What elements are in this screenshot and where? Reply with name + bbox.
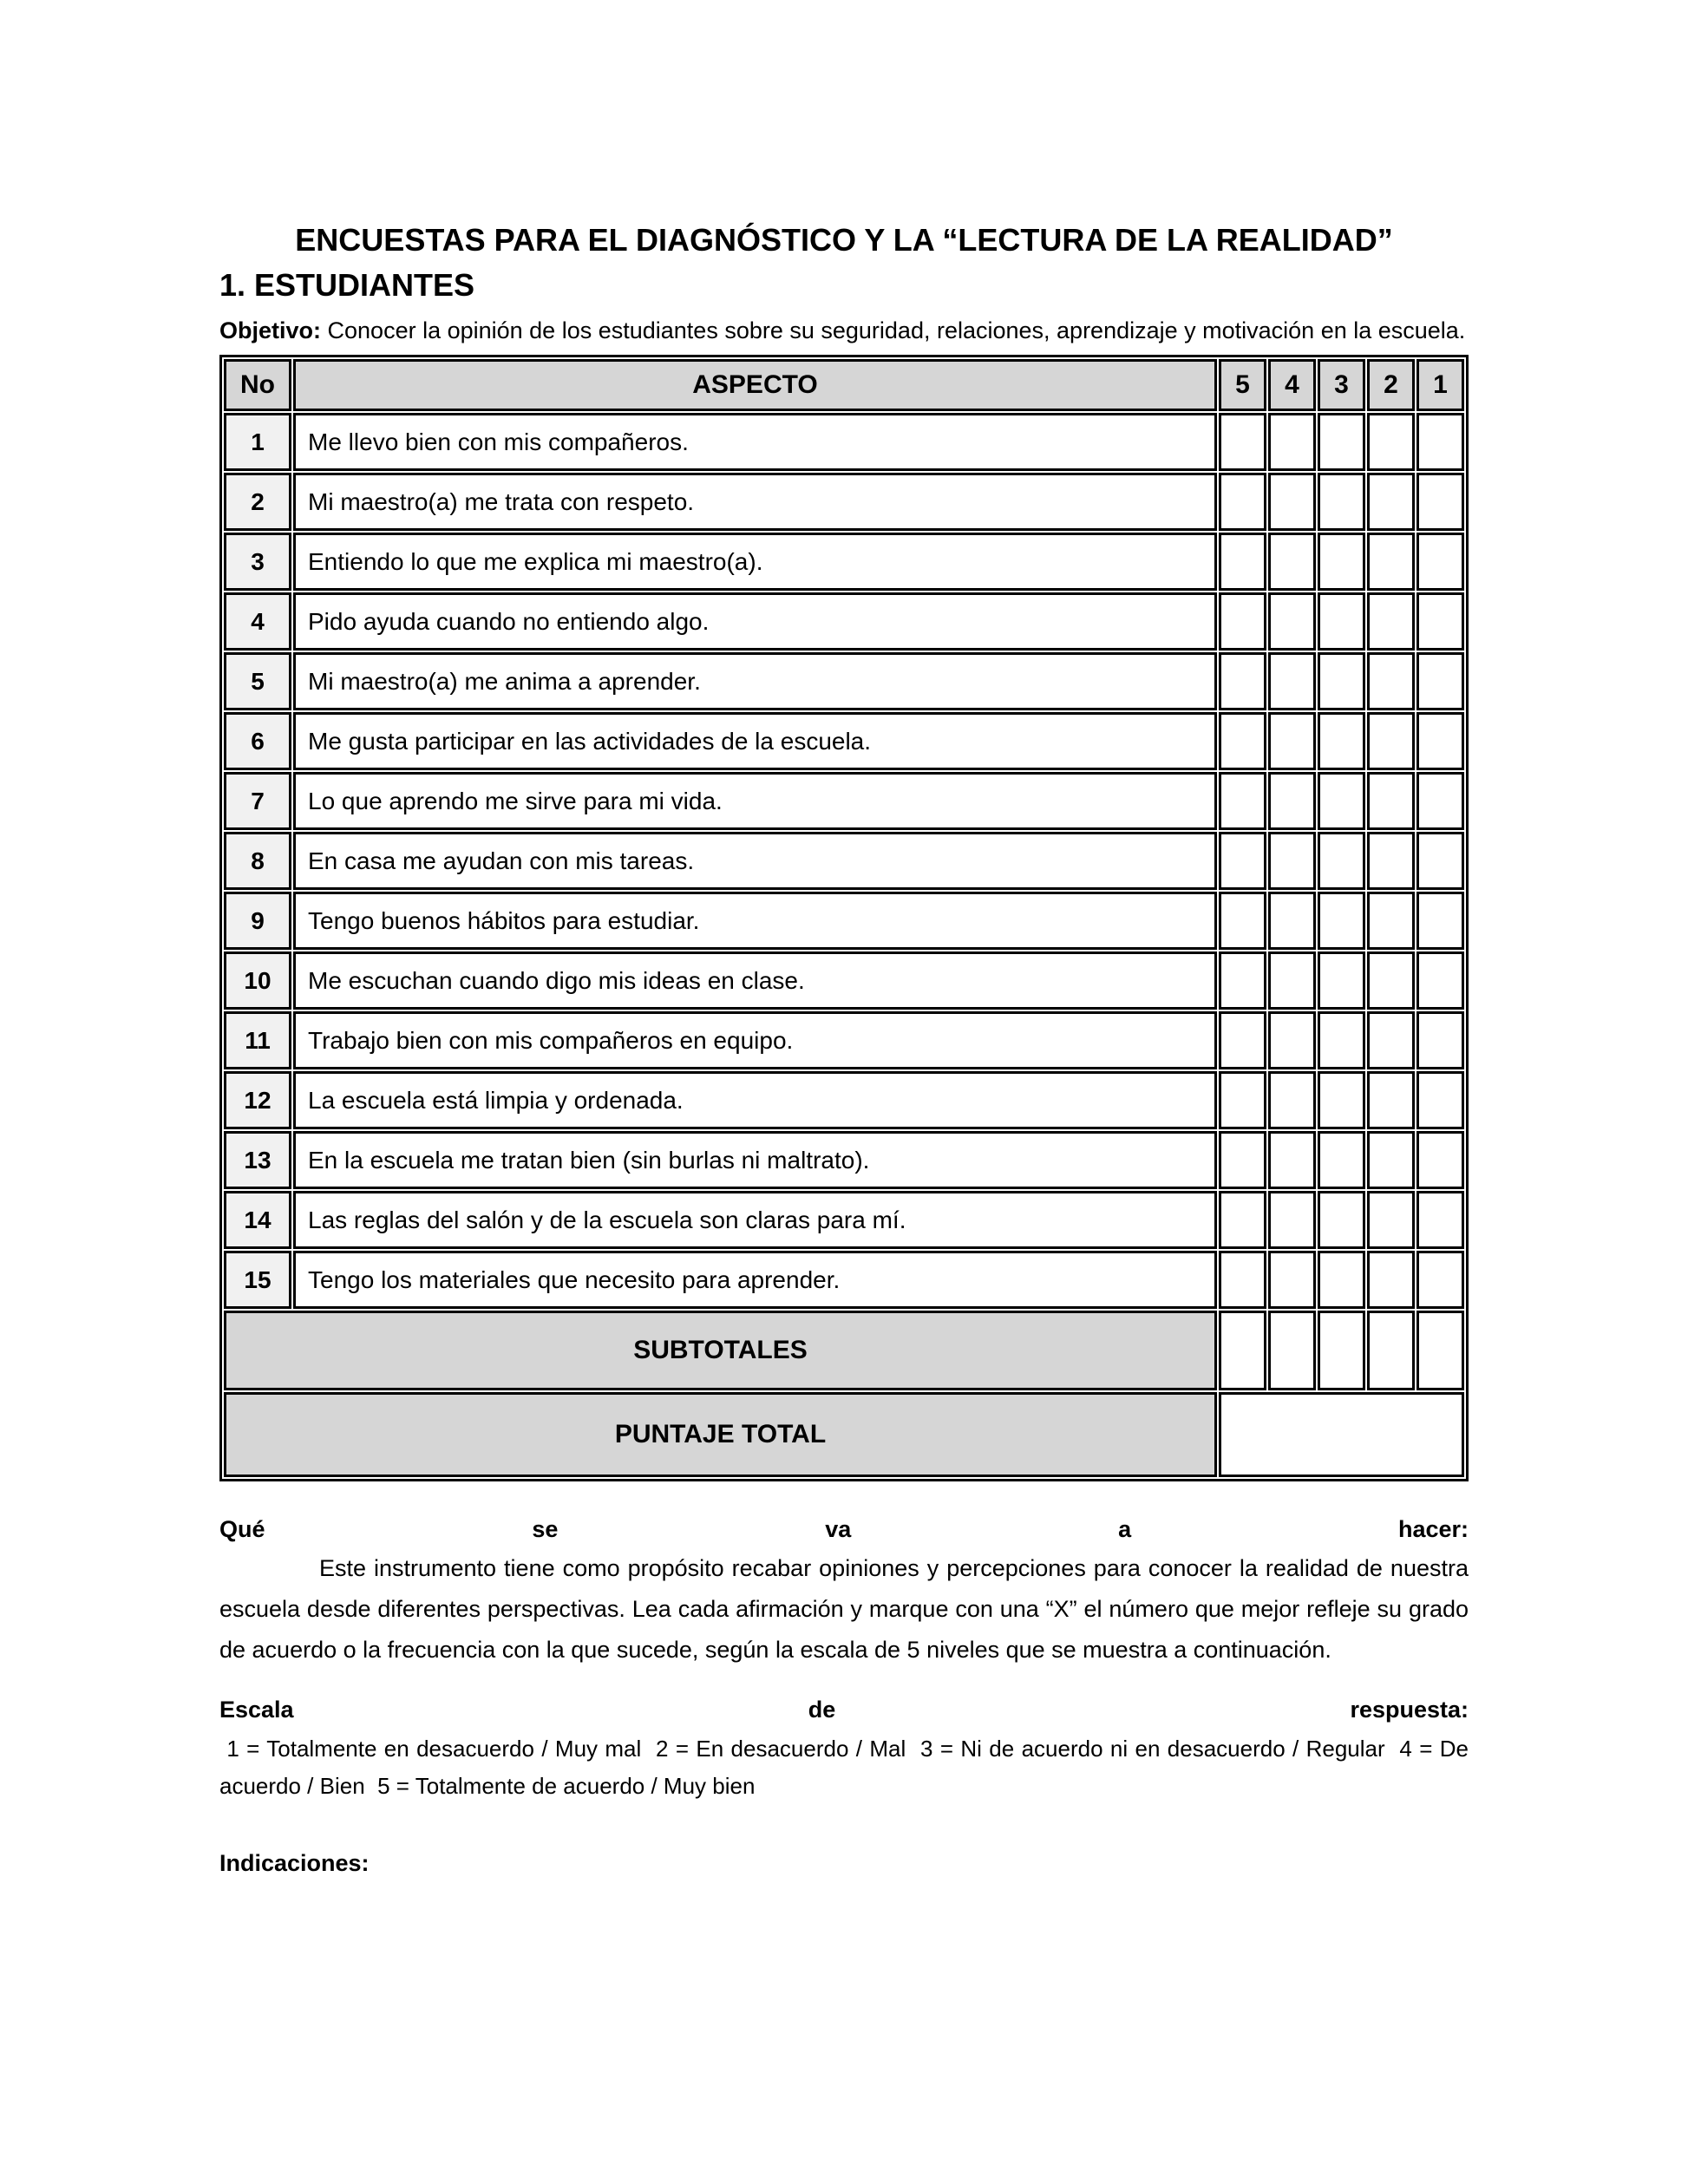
table-row (224, 533, 1464, 591)
table-row (224, 772, 1464, 830)
row-number: 11 (224, 1011, 291, 1069)
rating-cell-2[interactable] (1367, 1251, 1415, 1309)
rating-cell-4[interactable] (1268, 712, 1316, 770)
header-scale-5-cell: 5 (1219, 359, 1266, 411)
what-word-2: se (532, 1516, 559, 1542)
table-row (224, 951, 1464, 1010)
rating-cell-5[interactable] (1219, 1011, 1266, 1069)
objective-text: Conocer la opinión de los estudiantes sobre su seguridad, relaciones, aprendizaje y motivación en la escuela. (321, 317, 1466, 343)
rating-cell-1[interactable] (1416, 951, 1464, 1010)
what-to-do-paragraph: Este instrumento tiene como propósito recabar opiniones y percepciones para conocer la realidad de nuestra escuela desde diferentes perspectivas. Lea cada afirmación y marque con una “X” el número que mejor refleje su grado de acuerdo o la frecuencia con la que sucede, según la escala de 5 niveles que se muestra a continuación. (219, 1555, 1469, 1663)
rating-cell-3[interactable] (1318, 592, 1365, 651)
total-label: PUNTAJE TOTAL (224, 1392, 1217, 1477)
rating-cell-2[interactable] (1367, 1131, 1415, 1189)
what-word-3: va (825, 1516, 852, 1542)
document-title: ENCUESTAS PARA EL DIAGNÓSTICO Y LA “LECTURA DE LA REALIDAD” (295, 222, 1393, 258)
rating-cell-1[interactable] (1416, 892, 1464, 950)
rating-cell-1[interactable] (1416, 1251, 1464, 1309)
aspect-text: Lo que aprendo me sirve para mi vida. (293, 772, 1217, 830)
rating-cell-5[interactable] (1219, 652, 1266, 710)
rating-cell-3[interactable] (1318, 951, 1365, 1010)
header-scale-1-cell: 1 (1416, 359, 1464, 411)
row-number: 1 (224, 413, 291, 471)
rating-cell-2[interactable] (1367, 592, 1415, 651)
subtotal-cell-2[interactable] (1367, 1311, 1415, 1390)
rating-cell-4[interactable] (1268, 772, 1316, 830)
table-row (224, 1251, 1464, 1309)
subtotal-cell-4[interactable] (1268, 1311, 1316, 1390)
row-number: 2 (224, 473, 291, 531)
table-row (224, 592, 1464, 651)
row-number: 7 (224, 772, 291, 830)
rating-cell-1[interactable] (1416, 1071, 1464, 1129)
aspect-text: En la escuela me tratan bien (sin burlas ni maltrato). (293, 1131, 1217, 1189)
row-number: 14 (224, 1191, 291, 1249)
scale-word-1: Escala (219, 1697, 294, 1723)
row-number: 13 (224, 1131, 291, 1189)
rating-cell-4[interactable] (1268, 1071, 1316, 1129)
objective-label: Objetivo: (219, 317, 322, 343)
what-word-4: a (1118, 1516, 1132, 1542)
row-number: 5 (224, 652, 291, 710)
what-word-1: Qué (219, 1516, 265, 1542)
survey-table (219, 355, 1469, 1481)
row-number: 4 (224, 592, 291, 651)
header-scale-4-cell: 4 (1268, 359, 1316, 411)
subtotal-cell-5[interactable] (1219, 1311, 1266, 1390)
rating-cell-2[interactable] (1367, 473, 1415, 531)
rating-cell-2[interactable] (1367, 772, 1415, 830)
rating-cell-5[interactable] (1219, 1131, 1266, 1189)
total-row (224, 1392, 1464, 1477)
row-number: 3 (224, 533, 291, 591)
rating-cell-2[interactable] (1367, 1191, 1415, 1249)
rating-cell-1[interactable] (1416, 832, 1464, 890)
rating-cell-5[interactable] (1219, 1191, 1266, 1249)
table-row (224, 413, 1464, 471)
rating-cell-5[interactable] (1219, 592, 1266, 651)
rating-cell-5[interactable] (1219, 772, 1266, 830)
rating-cell-2[interactable] (1367, 1071, 1415, 1129)
table-header-row (224, 359, 1464, 411)
header-aspecto-cell: ASPECTO (293, 359, 1217, 411)
rating-cell-5[interactable] (1219, 413, 1266, 471)
subtotals-row (224, 1311, 1464, 1390)
indications-heading: Indicaciones: (219, 1850, 370, 1876)
subtotal-cell-3[interactable] (1318, 1311, 1365, 1390)
rating-cell-4[interactable] (1268, 413, 1316, 471)
rating-cell-4[interactable] (1268, 832, 1316, 890)
row-number: 6 (224, 712, 291, 770)
rating-cell-2[interactable] (1367, 712, 1415, 770)
rating-cell-2[interactable] (1367, 1011, 1415, 1069)
aspect-text: En casa me ayudan con mis tareas. (293, 832, 1217, 890)
subtotal-cell-1[interactable] (1416, 1311, 1464, 1390)
rating-cell-4[interactable] (1268, 1011, 1316, 1069)
what-word-5: hacer: (1397, 1516, 1469, 1542)
rating-cell-3[interactable] (1318, 832, 1365, 890)
rating-cell-2[interactable] (1367, 951, 1415, 1010)
row-number: 15 (224, 1251, 291, 1309)
rating-cell-3[interactable] (1318, 712, 1365, 770)
total-value-cell[interactable] (1219, 1392, 1464, 1477)
header-scale-3-cell: 3 (1318, 359, 1365, 411)
rating-cell-5[interactable] (1219, 1071, 1266, 1129)
rating-cell-5[interactable] (1219, 1251, 1266, 1309)
section-heading-estudiantes: 1. ESTUDIANTES (219, 267, 475, 303)
rating-cell-4[interactable] (1268, 473, 1316, 531)
aspect-text: Las reglas del salón y de la escuela son claras para mí. (293, 1191, 1217, 1249)
aspect-text: Trabajo bien con mis compañeros en equipo. (293, 1011, 1217, 1069)
table-row (224, 1071, 1464, 1129)
rating-cell-3[interactable] (1318, 413, 1365, 471)
rating-cell-1[interactable] (1416, 652, 1464, 710)
rating-cell-1[interactable] (1416, 1131, 1464, 1189)
aspect-text: Mi maestro(a) me anima a aprender. (293, 652, 1217, 710)
rating-cell-1[interactable] (1416, 533, 1464, 591)
rating-cell-5[interactable] (1219, 533, 1266, 591)
rating-cell-3[interactable] (1318, 1191, 1365, 1249)
header-no-cell: No (224, 359, 291, 411)
rating-cell-4[interactable] (1268, 892, 1316, 950)
row-number: 12 (224, 1071, 291, 1129)
rating-cell-5[interactable] (1219, 892, 1266, 950)
table-row (224, 473, 1464, 531)
aspect-text: Me escuchan cuando digo mis ideas en clase. (293, 951, 1217, 1010)
rating-cell-3[interactable] (1318, 1071, 1365, 1129)
rating-cell-2[interactable] (1367, 832, 1415, 890)
row-number: 9 (224, 892, 291, 950)
rating-cell-4[interactable] (1268, 652, 1316, 710)
rating-cell-1[interactable] (1416, 413, 1464, 471)
rating-cell-1[interactable] (1416, 712, 1464, 770)
table-row (224, 832, 1464, 890)
subtotals-label: SUBTOTALES (224, 1311, 1217, 1390)
rating-cell-3[interactable] (1318, 892, 1365, 950)
rating-cell-1[interactable] (1416, 772, 1464, 830)
rating-cell-3[interactable] (1318, 533, 1365, 591)
rating-cell-3[interactable] (1318, 473, 1365, 531)
aspect-text: Entiendo lo que me explica mi maestro(a). (293, 533, 1217, 591)
rating-cell-3[interactable] (1318, 772, 1365, 830)
scale-word-3: respuesta: (1350, 1697, 1469, 1723)
aspect-text: Tengo los materiales que necesito para aprender. (293, 1251, 1217, 1309)
table-row (224, 1011, 1464, 1069)
table-row (224, 892, 1464, 950)
rating-cell-1[interactable] (1416, 1191, 1464, 1249)
objective-paragraph (219, 310, 1469, 351)
table-row (224, 652, 1464, 710)
rating-cell-3[interactable] (1318, 1011, 1365, 1069)
rating-cell-3[interactable] (1318, 652, 1365, 710)
rating-cell-4[interactable] (1268, 951, 1316, 1010)
rating-cell-2[interactable] (1367, 413, 1415, 471)
aspect-text: Mi maestro(a) me trata con respeto. (293, 473, 1217, 531)
rating-cell-5[interactable] (1219, 712, 1266, 770)
rating-cell-2[interactable] (1367, 533, 1415, 591)
scale-description: 1 = Totalmente en desacuerdo / Muy mal 2 = En desacuerdo / Mal 3 = Ni de acuerdo ni en desacuerdo / Regular 4 = De acuerdo / Bien 5 = Totalmente de acuerdo / Muy bien (219, 1736, 1475, 1799)
rating-cell-4[interactable] (1268, 1191, 1316, 1249)
rating-cell-3[interactable] (1318, 1251, 1365, 1309)
aspect-text: Me llevo bien con mis compañeros. (293, 413, 1217, 471)
rating-cell-4[interactable] (1268, 1131, 1316, 1189)
aspect-text: Tengo buenos hábitos para estudiar. (293, 892, 1217, 950)
rating-cell-4[interactable] (1268, 533, 1316, 591)
rating-cell-3[interactable] (1318, 1131, 1365, 1189)
row-number: 10 (224, 951, 291, 1010)
rating-cell-5[interactable] (1219, 832, 1266, 890)
rating-cell-1[interactable] (1416, 592, 1464, 651)
rating-cell-4[interactable] (1268, 1251, 1316, 1309)
row-number: 8 (224, 832, 291, 890)
rating-cell-5[interactable] (1219, 473, 1266, 531)
rating-cell-2[interactable] (1367, 652, 1415, 710)
table-row (224, 1131, 1464, 1189)
scale-heading (219, 1697, 1469, 1723)
rating-cell-2[interactable] (1367, 892, 1415, 950)
table-row (224, 712, 1464, 770)
rating-cell-4[interactable] (1268, 592, 1316, 651)
header-scale-2-cell: 2 (1367, 359, 1415, 411)
document-content (219, 0, 1475, 1877)
aspect-text: Pido ayuda cuando no entiendo algo. (293, 592, 1217, 651)
rating-cell-5[interactable] (1219, 951, 1266, 1010)
table-row (224, 1191, 1464, 1249)
rating-cell-1[interactable] (1416, 1011, 1464, 1069)
rating-cell-1[interactable] (1416, 473, 1464, 531)
scale-word-2: de (808, 1697, 836, 1723)
what-to-do-heading (219, 1516, 1469, 1543)
aspect-text: Me gusta participar en las actividades de la escuela. (293, 712, 1217, 770)
aspect-text: La escuela está limpia y ordenada. (293, 1071, 1217, 1129)
